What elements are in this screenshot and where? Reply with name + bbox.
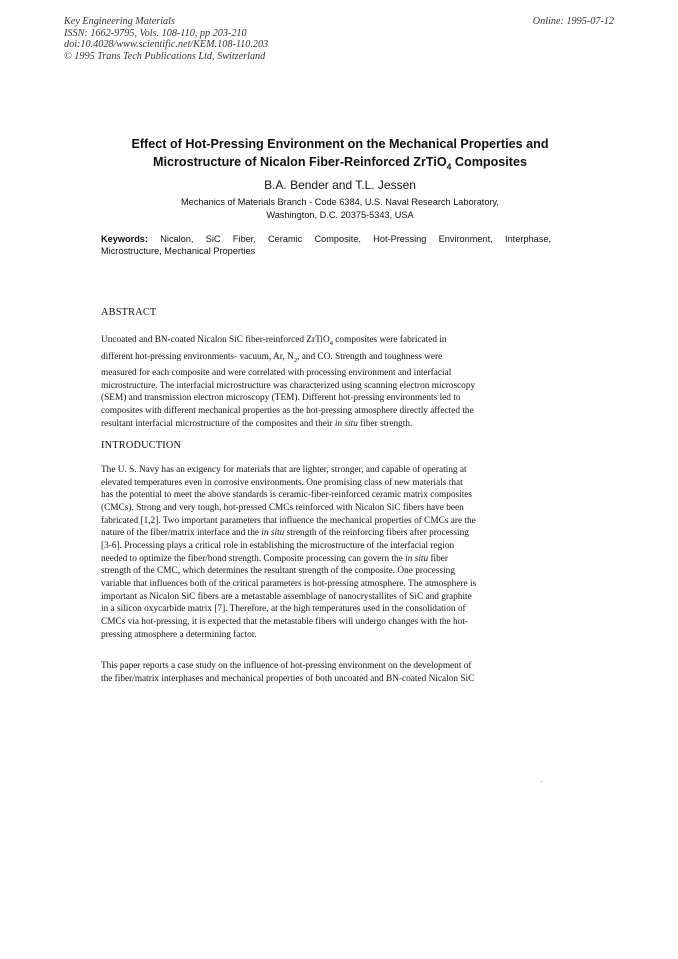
journal-name: Key Engineering Materials <box>64 16 175 27</box>
abstract-line: different hot-pressing environments- vacuum, Ar, $N_2$, and CO. Strength and toughness were <box>101 351 443 364</box>
intro-line: strength of the CMC, which determines the resultant strength of the composite. One processing <box>101 566 455 577</box>
intro-line: variable that influences both of the critical parameters is hot-pressing atmosphere. The atmosphere is <box>101 578 477 589</box>
intro-line: needed to optimize the fiber/bond strength. Composite processing can govern the in situ fiber <box>101 553 449 564</box>
intro-line: in a silicon oxycarbide matrix [7]. Therefore, at the high temperatures used in the consolidation of <box>101 604 466 615</box>
abstract-line: Uncoated and BN-coated Nicalon SiC fiber-reinforced ZrTiO$_4$ composites were fabricated in <box>101 335 447 347</box>
keywords <box>101 233 551 257</box>
abstract-line: microstructure. The interfacial microstructure was characterized using scanning electron microscopy <box>101 380 476 391</box>
authors: B.A. Bender and T.L. Jessen <box>264 178 416 192</box>
affiliation-line-2: Washington, D.C. 20375-5343, USA <box>266 209 414 220</box>
intro-line: fabricated [1,2]. Two important parameters that influence the mechanical properties of CMCs are the <box>101 515 476 526</box>
abstract-line: resultant interfacial microstructure of the composites and their in situ fiber strength. <box>101 418 413 429</box>
abstract-line: (SEM) and transmission electron microscopy (TEM). Different hot-pressing environments led to <box>101 393 461 404</box>
abstract-heading: ABSTRACT <box>101 307 157 318</box>
intro-line: (CMCs). Strong and very tough, hot-pressed CMCs reinforced with Nicalon SiC fibers have been <box>101 502 464 513</box>
intro-line: nature of the fiber/matrix interface and the in situ strength of the reinforcing fibers after processing <box>101 528 469 539</box>
scan-speck <box>541 781 542 782</box>
intro-line: The U. S. Navy has an exigency for materials that are lighter, stronger, and capable of operating at <box>101 465 467 475</box>
intro-line: elevated temperatures even in corrosive environments. One promising class of new materials that <box>101 477 463 488</box>
keywords-label: Keywords: <box>101 234 148 244</box>
introduction-paragraph-2 <box>101 660 546 685</box>
title-line-1: Effect of Hot-Pressing Environment on the Mechanical Properties and <box>131 137 549 151</box>
abstract-line: composites with different mechanical properties as the hot-pressing atmosphere directly affected the <box>101 406 474 416</box>
intro-line: This paper reports a case study on the influence of hot-pressing environment on the development of <box>101 661 472 671</box>
intro-line: [3-6]. Processing plays a critical role in establishing the microstructure of the interfacial region <box>101 540 455 551</box>
abstract-line: measured for each composite and were correlated with processing environment and interfacial <box>101 368 452 379</box>
journal-header <box>64 16 268 62</box>
introduction-heading: INTRODUCTION <box>101 440 182 451</box>
intro-line: pressing atmosphere a determining factor. <box>101 629 257 640</box>
copyright-line: © 1995 Trans Tech Publications Ltd, Switzerland <box>64 50 266 62</box>
abstract-paragraph <box>101 334 546 430</box>
introduction-paragraph-1 <box>101 464 546 641</box>
title-line-2: Microstructure of Nicalon Fiber-Reinforced ZrTiO$_4$ Composites <box>153 155 527 172</box>
intro-line: important as Nicalon SiC fibers are a metastable assemblage of nanocrystallites of SiC and graphite <box>101 591 472 602</box>
affiliation <box>90 196 590 221</box>
intro-line: the fiber/matrix interphases and mechanical properties of both uncoated and BN-coated Nicalon SiC <box>101 673 475 684</box>
doi-line: doi:10.4028/www.scientific.net/KEM.108-110.203 <box>64 39 269 50</box>
keywords-line-1: Keywords: Nicalon, SiC Fiber, Ceramic Composite, Hot-Pressing Environment, Interphase, <box>101 234 551 244</box>
paper-title <box>90 135 590 176</box>
online-date: Online: 1995-07-12 <box>532 16 614 27</box>
issn-line: ISSN: 1662-9795, Vols. 108-110, pp 203-210 <box>64 27 247 39</box>
keywords-line-2: Microstructure, Mechanical Properties <box>101 246 256 256</box>
intro-line: CMCs via hot-pressing, it is expected that the metastable fibers will undergo changes with the hot- <box>101 616 468 627</box>
affiliation-line-1: Mechanics of Materials Branch - Code 6384, U.S. Naval Research Laboratory, <box>181 197 499 207</box>
intro-line: has the potential to meet the above standards is ceramic-fiber-reinforced ceramic matrix composites <box>101 490 473 501</box>
